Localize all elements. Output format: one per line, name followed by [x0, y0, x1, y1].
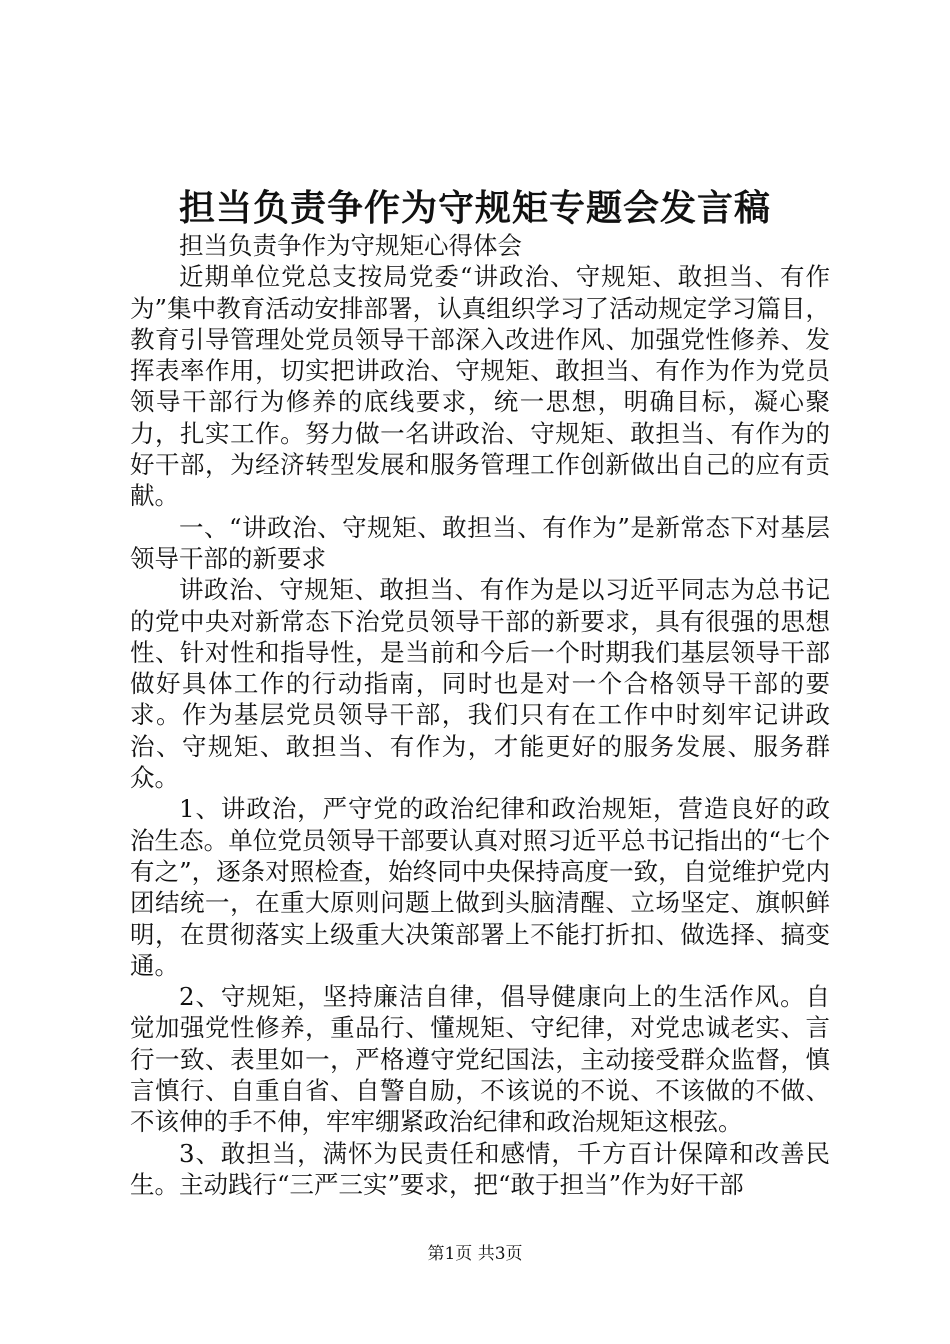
page-number-footer: 第1页 共3页: [427, 1244, 523, 1264]
intro-paragraph: 近期单位党总支按局党委“讲政治、守规矩、敢担当、有作为”集中教育活动安排部署，认真组织学习了活动规定学习篇目，教育引导管理处党员领导干部深入改进作风、加强党性修养、发挥表率作用，切实把讲政治、守规矩、敢担当、有作为作为党员领导干部行为修养的底线要求，统一思想，明确目标，凝心聚力，扎实工作。努力做一名讲政治、守规矩、敢担当、有作为的好干部，为经济转型发展和服务管理工作创新做出自己的应有贡献。: [130, 262, 830, 511]
point-2-paragraph: 2、守规矩，坚持廉洁自律，倡导健康向上的生活作风。自觉加强党性修养，重品行、懂规矩、守纪律，对党忠诚老实、言行一致、表里如一，严格遵守党纪国法，主动接受群众监督，慎言慎行、自重自省、自警自励，不该说的不说、不该做的不做、不该伸的手不伸，牢牢绷紧政治纪律和政治规矩这根弦。: [130, 982, 830, 1137]
document-title: 担当负责争作为守规矩专题会发言稿: [178, 187, 771, 229]
section-heading-1: 一、“讲政治、守规矩、敢担当、有作为”是新常态下对基层领导干部的新要求: [130, 512, 830, 573]
body-paragraph: 讲政治、守规矩、敢担当、有作为是以习近平同志为总书记的党中央对新常态下治党员领导干部的新要求，具有很强的思想性、针对性和指导性，是当前和今后一个时期我们基层领导干部做好具体工作的行动指南，同时也是对一个合格领导干部的要求。作为基层党员领导干部，我们只有在工作中时刻牢记讲政治、守规矩、敢担当、有作为，才能更好的服务发展、服务群众。: [130, 575, 830, 793]
point-3-paragraph: 3、敢担当，满怀为民责任和感情，千方百计保障和改善民生。主动践行“三严三实”要求，把“敢于担当”作为好干部: [130, 1138, 830, 1199]
subtitle-paragraph: 担当负责争作为守规矩心得体会: [179, 231, 522, 260]
point-1-paragraph: 1、讲政治，严守党的政治纪律和政治规矩，营造良好的政治生态。单位党员领导干部要认真对照习近平总书记指出的“七个有之”，逐条对照检查，始终同中央保持高度一致，自觉维护党内团结统一，在重大原则问题上做到头脑清醒、立场坚定、旗帜鲜明，在贯彻落实上级重大决策部署上不能打折扣、做选择、搞变通。: [130, 794, 830, 980]
document-body: [130, 230, 830, 1200]
